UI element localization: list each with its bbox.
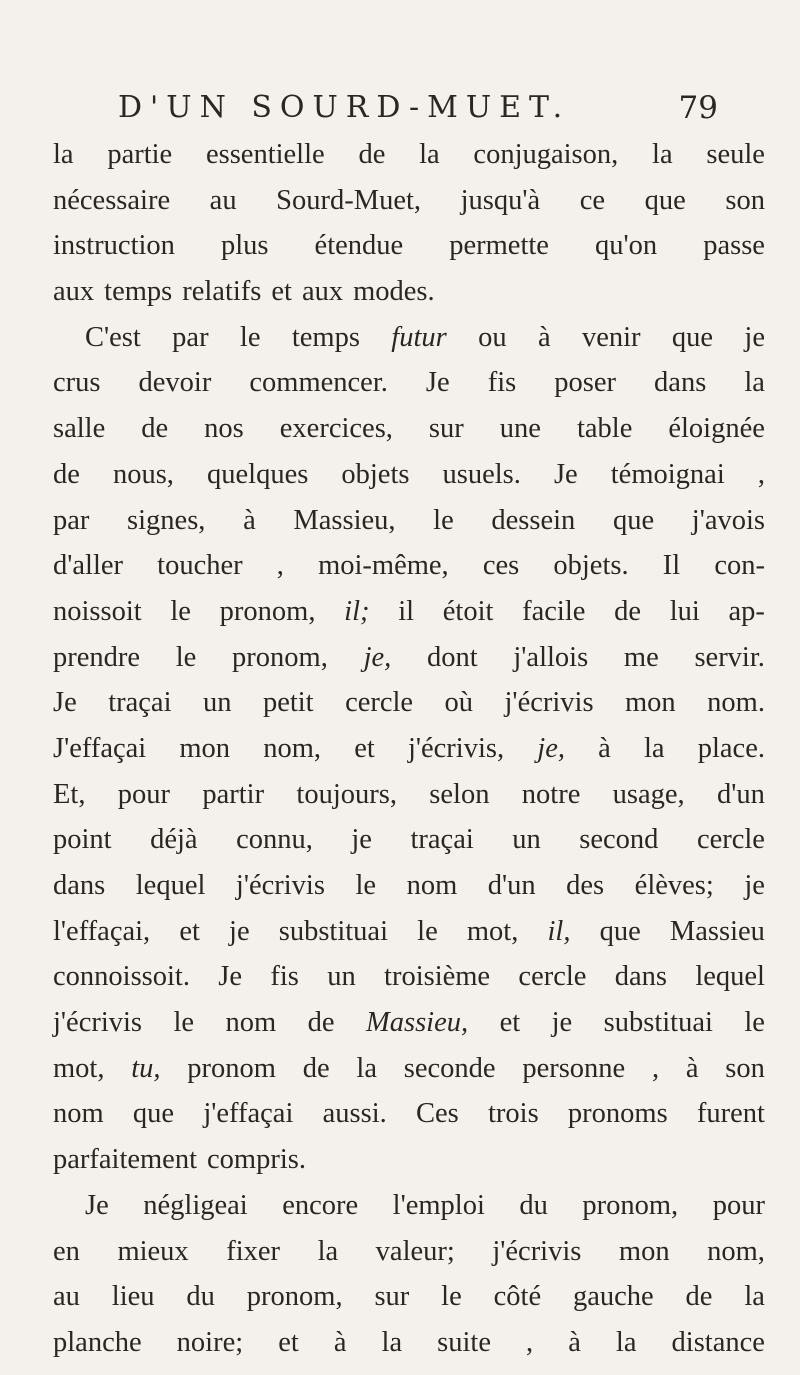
word: témoignai [610,458,725,490]
word: nécessaire [53,184,171,216]
text-line [53,1046,765,1092]
word: dans [614,961,668,993]
word: de [685,1281,713,1313]
word: troisième [384,961,491,993]
word: le [441,1281,462,1313]
word: il, [547,915,571,947]
word: je, [537,732,565,764]
word: nos [204,413,244,445]
text-line [53,498,765,544]
word: et [499,1007,521,1039]
word: et [179,915,200,947]
word: aux [301,276,344,308]
word: facile [522,595,586,627]
word: que [671,321,714,353]
word: déjà [150,824,198,856]
word: côté [493,1281,542,1313]
word: place. [697,732,765,764]
word: le [417,915,438,947]
word: d'aller [53,550,124,582]
word: Sourd-Muet, [276,184,422,216]
word: élèves; [634,870,714,901]
word: compris. [207,1144,306,1176]
text-line [53,909,765,955]
word: usage, [612,778,685,810]
word: par [53,504,90,536]
text-line [53,406,765,452]
word: que [599,915,641,947]
word: Et, [53,778,86,810]
word: me [623,641,659,673]
page-number: 79 [678,90,718,126]
word: partir [202,778,265,810]
word: partie [107,139,173,170]
word: que [612,504,655,536]
word: traçai [410,824,474,856]
word: temps [104,276,173,308]
word: nous, [112,458,174,490]
word: la [652,139,673,170]
word: , [526,1326,534,1358]
word: il; [344,595,370,627]
word: mon [179,732,231,764]
word: je, [363,641,392,673]
word: le [170,595,191,627]
text-line [53,360,765,406]
word: prendre [53,641,141,673]
word: pour [117,778,171,810]
word: au [209,184,237,216]
word: dans [53,870,106,901]
word: salle [53,413,106,445]
word: de [53,458,80,490]
word: cercle [696,824,765,856]
word: traçai [108,687,172,719]
word: je [351,824,372,856]
word: ap- [728,595,765,627]
word: lieu [111,1281,155,1313]
word: distance [671,1326,765,1358]
word: lui [669,595,700,627]
word: mon [625,687,676,719]
word: le [744,1007,765,1039]
text-line [53,635,765,681]
word: toucher [157,550,243,582]
text-line [53,1091,765,1137]
word: seconde [403,1052,496,1084]
word: furent [696,1098,765,1130]
word: valeur; [375,1235,455,1267]
word: aux [53,276,95,308]
word: d'un [717,778,765,810]
text-line [53,223,765,269]
word: l'emploi [392,1189,485,1221]
word: son [725,1052,765,1084]
word: moi-même, [318,550,449,582]
word: connu, [236,824,313,856]
word: suite [437,1326,491,1358]
word: mot, [53,1052,105,1084]
word: dont [426,641,478,673]
word: cercle [345,687,414,719]
word: Je [218,961,243,993]
text-line [53,1000,765,1046]
word: nom, [263,732,322,764]
word: Je [553,458,578,490]
word: étoit [442,595,494,627]
word: C'est [85,321,141,353]
word: que [644,184,686,216]
word: éloignée [668,413,765,445]
word: point [53,824,112,856]
word: nom, [707,1235,765,1267]
word: Je [85,1189,109,1221]
text-line [53,954,765,1000]
text-line [53,1229,765,1275]
word: substituai [603,1007,713,1039]
word: exercices, [279,413,393,445]
word: j'écrivis [235,870,325,901]
word: au [53,1281,80,1313]
word: Ces [416,1098,459,1130]
word: et [278,1326,299,1358]
word: temps [291,321,360,353]
word: j'écrivis [53,1007,143,1039]
word: un [512,824,541,856]
word: à [537,321,551,353]
word: ou [478,321,507,353]
word: mot, [466,915,519,947]
word: nom [225,1007,277,1039]
word: je [551,1007,573,1039]
word: la [317,1235,339,1267]
word: J'effaçai [53,732,147,764]
word: nom [53,1098,104,1130]
text-line [53,817,765,863]
word: essentielle [205,139,325,170]
word: des [566,870,605,901]
word: et [271,276,292,308]
word: du [186,1281,215,1313]
word: crus [53,367,101,399]
word: substituai [278,915,389,947]
word: lequel [135,870,206,901]
text-line [53,1137,765,1183]
text-line [53,315,765,361]
word: servir. [694,641,765,673]
word: un [327,961,356,993]
word: à [685,1052,699,1084]
text-line [53,1274,765,1320]
word: Massieu, [366,1007,469,1039]
word: le [175,641,197,673]
word: second [579,824,659,856]
word: con- [714,550,765,582]
word: pronom, [246,1281,343,1313]
word: fis [487,367,517,399]
word: venir [581,321,641,353]
word: dans [654,367,707,399]
word: noire; [176,1326,244,1358]
word: dessein [491,504,576,536]
word: en [53,1235,80,1267]
word: d'un [487,870,536,901]
word: tu, [131,1052,161,1084]
word: je [744,321,765,353]
word: son [725,184,765,216]
word: nom. [707,687,765,719]
word: commencer. [249,367,388,399]
word: jusqu'à [460,184,541,216]
word: conjugaison, [473,139,619,170]
text-line [53,132,765,178]
text-line [53,589,765,635]
word: planche [53,1326,142,1358]
word: objets [341,458,410,490]
word: pronom, [219,595,316,627]
word: sur [374,1281,410,1313]
word: , [757,458,765,490]
word: parfaitement [53,1144,198,1176]
word: futur [391,321,447,353]
word: permette [449,230,549,262]
word: qu'on [595,230,658,262]
word: fixer [226,1235,281,1267]
word: personne [522,1052,626,1084]
word: devoir [138,367,212,399]
word: il [398,595,415,627]
word: j'avois [691,504,765,536]
word: Je [425,367,450,399]
word: Massieu [669,915,765,947]
text-line [53,772,765,818]
word: pour [712,1189,765,1221]
word: j'écrivis, [407,732,505,764]
text-line [53,863,765,909]
word: notre [521,778,581,810]
word: ce [579,184,606,216]
word: où [444,687,474,719]
word: de [358,139,386,170]
word: étendue [314,230,404,262]
word: à [243,504,256,536]
word: le [239,321,261,353]
word: Je [53,687,77,719]
word: la [615,1326,637,1358]
word: à [598,732,611,764]
text-body [53,132,765,1366]
word: je [744,870,765,901]
word: la [356,1052,377,1084]
word: ces [482,550,520,582]
word: la [381,1326,403,1358]
word: le [433,504,454,536]
word: pronom, [232,641,328,673]
text-line [53,178,765,224]
word: j'allois [513,641,589,673]
word: seule [706,139,765,170]
word: gauche [572,1281,654,1313]
word: lequel [695,961,765,993]
word: la [419,139,440,170]
word: passe [703,230,765,262]
word: mon [618,1235,670,1267]
word: Massieu, [293,504,396,536]
word: à [333,1326,347,1358]
word: usuels. [442,458,521,490]
running-title: D'UN SOURD-MUET. [118,90,571,125]
word: poser [554,367,616,399]
word: j'effaçai [203,1098,294,1130]
word: , [276,550,284,582]
word: par [172,321,209,353]
word: nom [406,870,458,901]
word: relatifs [182,276,262,308]
word: cercle [518,961,587,993]
word: de [307,1007,335,1039]
word: la [744,1281,765,1313]
text-line [53,1183,765,1229]
word: de [614,595,641,627]
word: le [355,870,377,901]
word: pronoms [567,1098,668,1130]
word: connoissoit. [53,961,190,993]
word: quelques [207,458,309,490]
word: à [568,1326,581,1358]
word: pronom, [582,1189,679,1221]
word: noissoit [53,595,142,627]
text-line [53,269,765,315]
word: mieux [117,1235,189,1267]
word: la [643,732,665,764]
word: négligeai [143,1189,248,1221]
word: j'écrivis [504,687,594,719]
word: plus [220,230,269,262]
word: sur [428,413,464,445]
word: une [499,413,541,445]
word: pronom [187,1052,276,1084]
word: aussi. [322,1098,387,1130]
word: la [744,367,765,399]
word: instruction [53,230,175,262]
text-line [53,452,765,498]
word: , [651,1052,660,1084]
word: l'effaçai, [53,915,151,947]
word: objets. [553,550,629,582]
word: modes. [353,276,435,308]
word: le [173,1007,195,1039]
text-line [53,726,765,772]
word: encore [282,1189,359,1221]
word: un [202,687,232,719]
word: trois [488,1098,539,1130]
word: fis [270,961,299,993]
word: signes, [127,504,206,536]
text-line [53,543,765,589]
word: la [53,139,74,170]
word: du [519,1189,548,1221]
word: j'écrivis [492,1235,582,1267]
word: de [141,413,169,445]
word: Il [662,550,681,582]
running-head [118,88,718,128]
word: de [302,1052,330,1084]
word: je [229,915,250,947]
word: table [576,413,633,445]
word: toujours, [296,778,397,810]
word: que [132,1098,175,1130]
text-line [53,1320,765,1366]
text-line [53,680,765,726]
word: petit [262,687,314,719]
word: et [354,732,375,764]
word: selon [429,778,490,810]
